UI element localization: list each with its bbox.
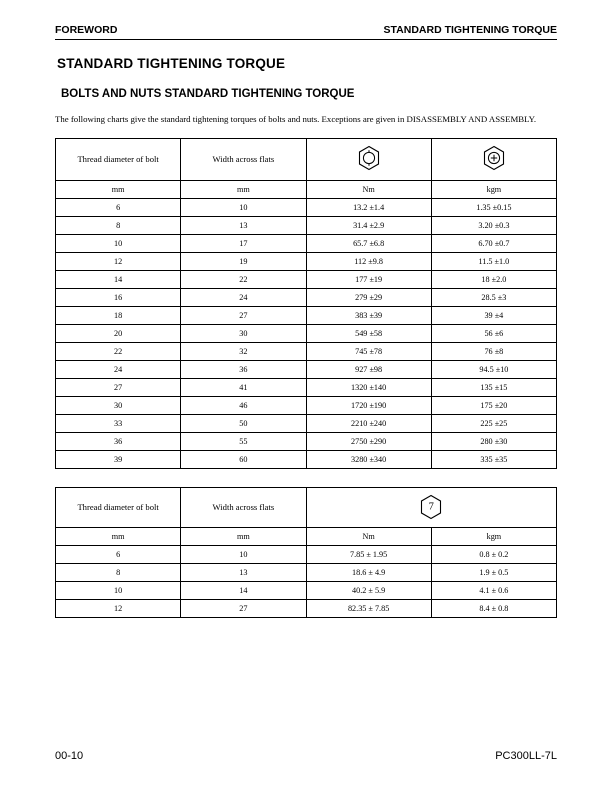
- table-cell: 135 ±15: [431, 378, 556, 396]
- table-row: [56, 432, 557, 450]
- table-row: [56, 450, 557, 468]
- table-cell: 383 ±39: [306, 306, 431, 324]
- table-cell: 3.20 ±0.3: [431, 216, 556, 234]
- table-cell: 927 ±98: [306, 360, 431, 378]
- unit-cell: mm: [181, 180, 306, 198]
- table-cell: 1.35 ±0.15: [431, 198, 556, 216]
- table-row: [56, 306, 557, 324]
- table-cell: 10: [56, 581, 181, 599]
- section-title: BOLTS AND NUTS STANDARD TIGHTENING TORQUE: [61, 88, 355, 100]
- table-cell: 55: [181, 432, 306, 450]
- table-cell: 225 ±25: [431, 414, 556, 432]
- table-cell: 3280 ±340: [306, 450, 431, 468]
- table-cell: 50: [181, 414, 306, 432]
- kgm-column-icon-cell: [431, 138, 556, 180]
- nm-column-icon-cell: [306, 138, 431, 180]
- table-cell: 65.7 ±6.8: [306, 234, 431, 252]
- table-cell: 24: [181, 288, 306, 306]
- table-row: [56, 234, 557, 252]
- table-row: [56, 252, 557, 270]
- table-cell: 32: [181, 342, 306, 360]
- table-row: [56, 563, 557, 581]
- table-cell: 20: [56, 324, 181, 342]
- table-cell: 745 ±78: [306, 342, 431, 360]
- table-cell: 22: [56, 342, 181, 360]
- table-cell: 41: [181, 378, 306, 396]
- table-cell: 12: [56, 252, 181, 270]
- table-cell: 280 ±30: [431, 432, 556, 450]
- table-cell: 19: [181, 252, 306, 270]
- table-row: [56, 396, 557, 414]
- table-cell: 10: [56, 234, 181, 252]
- unit-cell: mm: [56, 180, 181, 198]
- table-row: [56, 270, 557, 288]
- bolt-grade-7-icon: [419, 494, 443, 520]
- table-units-row: [56, 180, 557, 198]
- width-across-flats-header: Width across flats: [181, 487, 306, 527]
- table-cell: 2210 ±240: [306, 414, 431, 432]
- table-row: [56, 288, 557, 306]
- thread-diameter-header: Thread diameter of bolt: [56, 138, 181, 180]
- table-cell: 1320 ±140: [306, 378, 431, 396]
- table-row: [56, 216, 557, 234]
- table-row: [56, 581, 557, 599]
- page-title: STANDARD TIGHTENING TORQUE: [57, 56, 286, 71]
- table-cell: 60: [181, 450, 306, 468]
- unit-cell: Nm: [306, 180, 431, 198]
- table-row: [56, 545, 557, 563]
- table-cell: 335 ±35: [431, 450, 556, 468]
- table-cell: 112 ±9.8: [306, 252, 431, 270]
- table-cell: 10: [181, 198, 306, 216]
- page-footer: [55, 750, 557, 762]
- table-cell: 18.6 ± 4.9: [306, 563, 431, 581]
- bolt-head-circle-mark-icon: [357, 145, 381, 173]
- table-header-row: [56, 138, 557, 180]
- table-cell: 175 ±20: [431, 396, 556, 414]
- table-cell: 27: [181, 306, 306, 324]
- table-cell: 10: [181, 545, 306, 563]
- table-cell: 6: [56, 198, 181, 216]
- unit-cell: kgm: [431, 180, 556, 198]
- table-row: [56, 342, 557, 360]
- table-cell: 1720 ±190: [306, 396, 431, 414]
- header-left-label: FOREWORD: [55, 24, 118, 36]
- table-cell: 18 ±2.0: [431, 270, 556, 288]
- table-cell: 36: [56, 432, 181, 450]
- unit-cell: mm: [56, 527, 181, 545]
- table-row: [56, 360, 557, 378]
- table-cell: 13: [181, 563, 306, 581]
- table-cell: 549 ±58: [306, 324, 431, 342]
- bolt-head-cross-mark-icon: [482, 145, 506, 173]
- table-row: [56, 324, 557, 342]
- table-cell: 8: [56, 563, 181, 581]
- table-cell: 14: [181, 581, 306, 599]
- torque-table-2-body: [56, 545, 557, 617]
- bolt-grade-label: 7: [428, 501, 434, 513]
- intro-paragraph: The following charts give the standard tightening torques of bolts and nuts. Exceptions are given in DISASSEMBLY AND ASSEMBLY.: [55, 114, 537, 124]
- running-header: [55, 24, 557, 40]
- table-cell: 6: [56, 545, 181, 563]
- table-cell: 39: [56, 450, 181, 468]
- grade-7-icon-cell: [306, 487, 557, 527]
- table-cell: 28.5 ±3: [431, 288, 556, 306]
- table-header-row: [56, 487, 557, 527]
- width-across-flats-header: Width across flats: [181, 138, 306, 180]
- table-cell: 22: [181, 270, 306, 288]
- table-cell: 18: [56, 306, 181, 324]
- table-cell: 11.5 ±1.0: [431, 252, 556, 270]
- header-right-label: STANDARD TIGHTENING TORQUE: [383, 24, 557, 36]
- table-cell: 16: [56, 288, 181, 306]
- table-units-row: [56, 527, 557, 545]
- table-row: [56, 599, 557, 617]
- table-row: [56, 198, 557, 216]
- table-cell: 13: [181, 216, 306, 234]
- table-cell: 94.5 ±10: [431, 360, 556, 378]
- table-cell: 1.9 ± 0.5: [431, 563, 556, 581]
- table-cell: 27: [56, 378, 181, 396]
- table-cell: 0.8 ± 0.2: [431, 545, 556, 563]
- table-cell: 40.2 ± 5.9: [306, 581, 431, 599]
- unit-cell: Nm: [306, 527, 431, 545]
- table-cell: 8: [56, 216, 181, 234]
- table-cell: 177 ±19: [306, 270, 431, 288]
- model-number: PC300LL-7L: [495, 750, 557, 762]
- table-cell: 39 ±4: [431, 306, 556, 324]
- table-cell: 8.4 ± 0.8: [431, 599, 556, 617]
- table-cell: 82.35 ± 7.85: [306, 599, 431, 617]
- table-cell: 56 ±6: [431, 324, 556, 342]
- table-row: [56, 414, 557, 432]
- table-cell: 14: [56, 270, 181, 288]
- table-cell: 6.70 ±0.7: [431, 234, 556, 252]
- torque-table-1-body: [56, 198, 557, 468]
- thread-diameter-header: Thread diameter of bolt: [56, 487, 181, 527]
- table-cell: 12: [56, 599, 181, 617]
- table-cell: 33: [56, 414, 181, 432]
- torque-table-1: [55, 138, 557, 469]
- table-cell: 2750 ±290: [306, 432, 431, 450]
- table-row: [56, 378, 557, 396]
- table-cell: 24: [56, 360, 181, 378]
- table-cell: 27: [181, 599, 306, 617]
- table-cell: 4.1 ± 0.6: [431, 581, 556, 599]
- table-cell: 13.2 ±1.4: [306, 198, 431, 216]
- table-cell: 30: [181, 324, 306, 342]
- table-cell: 36: [181, 360, 306, 378]
- page-number: 00-10: [55, 750, 84, 762]
- table-cell: 46: [181, 396, 306, 414]
- unit-cell: mm: [181, 527, 306, 545]
- table-cell: 30: [56, 396, 181, 414]
- table-cell: 7.85 ± 1.95: [306, 545, 431, 563]
- torque-table-2: [55, 487, 557, 618]
- unit-cell: kgm: [431, 527, 556, 545]
- table-cell: 17: [181, 234, 306, 252]
- table-cell: 279 ±29: [306, 288, 431, 306]
- table-cell: 31.4 ±2.9: [306, 216, 431, 234]
- table-cell: 76 ±8: [431, 342, 556, 360]
